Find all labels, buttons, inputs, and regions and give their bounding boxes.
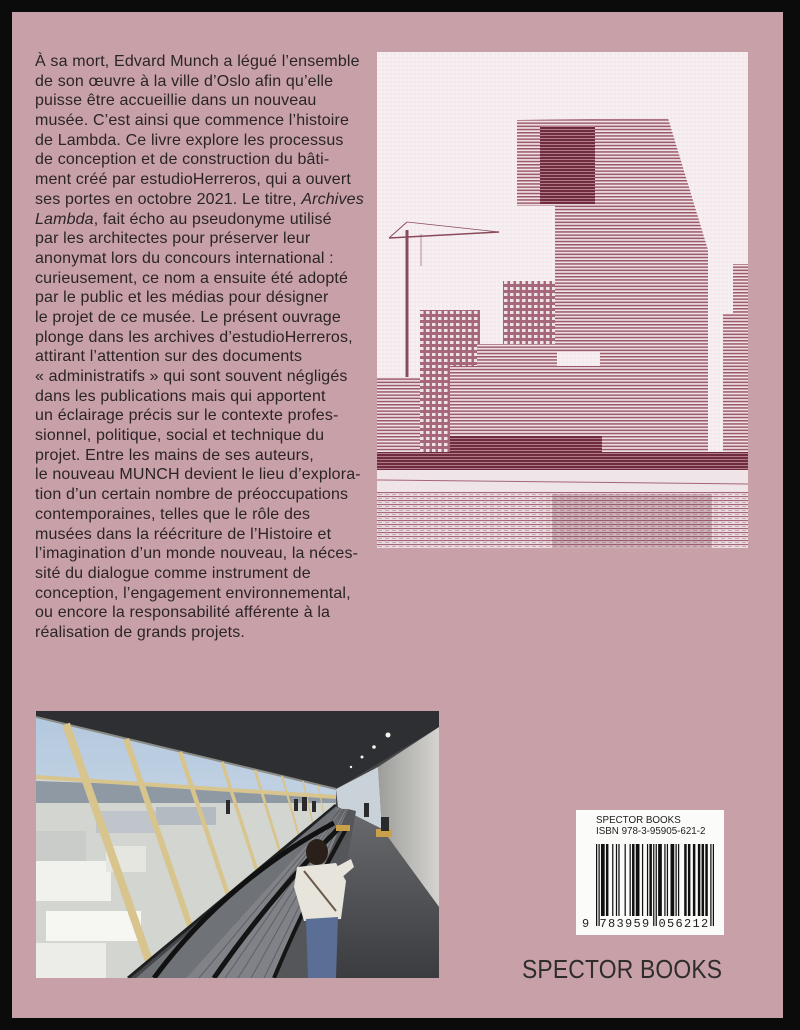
blurb-line: projet. Entre les mains de ses auteurs, [35, 446, 314, 464]
barcode-bar [632, 844, 634, 916]
blurb-line: plonge dans les archives d’estudioHerreros, [35, 328, 353, 346]
barcode-bar [616, 844, 617, 916]
barcode-publisher: SPECTOR BOOKS [596, 815, 681, 826]
barcode-guard-bar [713, 844, 714, 926]
blurb-line [35, 190, 373, 210]
back-cover [12, 12, 783, 1018]
background-building [503, 281, 555, 351]
blurb-line: réalisation de grands projets. [35, 623, 245, 641]
blurb-line: anonymat lors du concours international : [35, 249, 334, 267]
barcode-bar [698, 844, 700, 916]
barcode-bar [636, 844, 640, 916]
blurb-line: de conception et de construction du bâti- [35, 151, 330, 169]
barcode-bar [667, 844, 668, 916]
barcode-guard-bar [653, 844, 654, 926]
barcode-bar [625, 844, 626, 916]
blurb-line: « administratifs » qui sont souvent négligés [35, 368, 348, 385]
barcode-guard-bar [710, 844, 711, 926]
barcode-bar [647, 844, 648, 916]
book-title-italic: Archives [301, 190, 364, 208]
blurb-text [35, 52, 373, 643]
barcode-guard-bar [596, 844, 597, 926]
barcode-bar [684, 844, 686, 916]
barcode-bar [612, 844, 613, 916]
blurb-line: sité du dialogue comme instrument de [35, 564, 311, 582]
blurb-segment: , fait écho au pseudonyme utilisé [93, 210, 332, 228]
barcode-bar [688, 844, 690, 916]
tower-reflection [552, 494, 712, 548]
blurb-line: attirant l’attention sur des documents [35, 348, 303, 366]
blurb-line: par le public et les médias pour désigner [35, 289, 329, 307]
barcode-bar [658, 844, 662, 916]
barcode-bar [664, 844, 665, 916]
lower-block [450, 366, 602, 436]
escalator-hall-photo [36, 711, 439, 978]
blurb-line: sionnel, politique, social et technique du [35, 427, 325, 445]
barcode-bar [671, 844, 675, 916]
blurb-line: de son œuvre à la ville d’Oslo afin qu’elle [35, 72, 334, 90]
blurb-line: le nouveau MUNCH devient le lieu d’explora- [35, 466, 361, 484]
blurb-line: musée. C’est ainsi que commence l’histoire [35, 112, 349, 130]
barcode-bar [705, 844, 707, 916]
blurb-line: un éclairage précis sur le contexte profes- [35, 407, 339, 425]
blurb-line: puisse être accueillie dans un nouveau [35, 92, 317, 110]
tower-window-slot [540, 126, 595, 204]
blurb-line: par les architectes pour préserver leur [35, 230, 311, 248]
blurb-line: tion d’un certain nombre de préoccupations [35, 486, 349, 504]
barcode-digits-right: 056212 [658, 917, 710, 931]
book-title-italic: Lambda [35, 210, 94, 228]
barcode-bar [649, 844, 651, 916]
right-building [733, 264, 748, 464]
barcode-bar [702, 844, 704, 916]
isbn-number: ISBN 978-3-95905-621-2 [596, 826, 706, 837]
blurb-line: l’imagination d’un monde nouveau, la néces- [35, 545, 359, 563]
barcode-bar [675, 844, 676, 916]
barcode-guard-bar [656, 844, 657, 926]
blurb-line: À sa mort, Edvard Munch a légué l’ensemble [35, 53, 360, 70]
barcode-guard-bar [598, 844, 599, 926]
blurb-line: conception, l’engagement environnemental, [35, 584, 351, 602]
barcode-digit-prefix: 9 [582, 917, 590, 931]
barcode-bar [678, 844, 679, 916]
barcode-digits-left: 783959 [599, 917, 651, 931]
blurb-segment: ses portes en octobre 2021. Le titre, [35, 190, 302, 208]
blurb-line: curieusement, ce nom a ensuite été adopté [35, 269, 349, 287]
right-building-annex [723, 314, 733, 464]
blurb-line: le projet de ce musée. Le présent ouvrage [35, 308, 341, 326]
blurb-line: dans les publications mais qui apportent [35, 387, 326, 405]
barcode-bar [601, 844, 605, 916]
blurb-line [35, 210, 373, 230]
quay [377, 452, 748, 470]
blurb-line: ment créé par estudioHerreros, qui a ouvert [35, 171, 351, 189]
barcode-bar [606, 844, 608, 916]
museum-building-photo [377, 52, 748, 548]
barcode-bar [630, 844, 631, 916]
ean13-barcode [596, 844, 714, 926]
publisher-logo: SPECTOR BOOKS [522, 954, 723, 984]
blurb-line: de Lambda. Ce livre explore les processus [35, 131, 344, 149]
barcode-bar [693, 844, 695, 916]
blurb-line: ou encore la responsabilité afférente à la [35, 604, 331, 622]
blurb-line: contemporaines, telles que le rôle des [35, 505, 311, 523]
isbn-barcode-box [576, 810, 724, 935]
barcode-bar [618, 844, 619, 916]
blurb-line: musées dans la réécriture de l’Histoire et [35, 525, 332, 543]
barcode-bar [642, 844, 643, 916]
